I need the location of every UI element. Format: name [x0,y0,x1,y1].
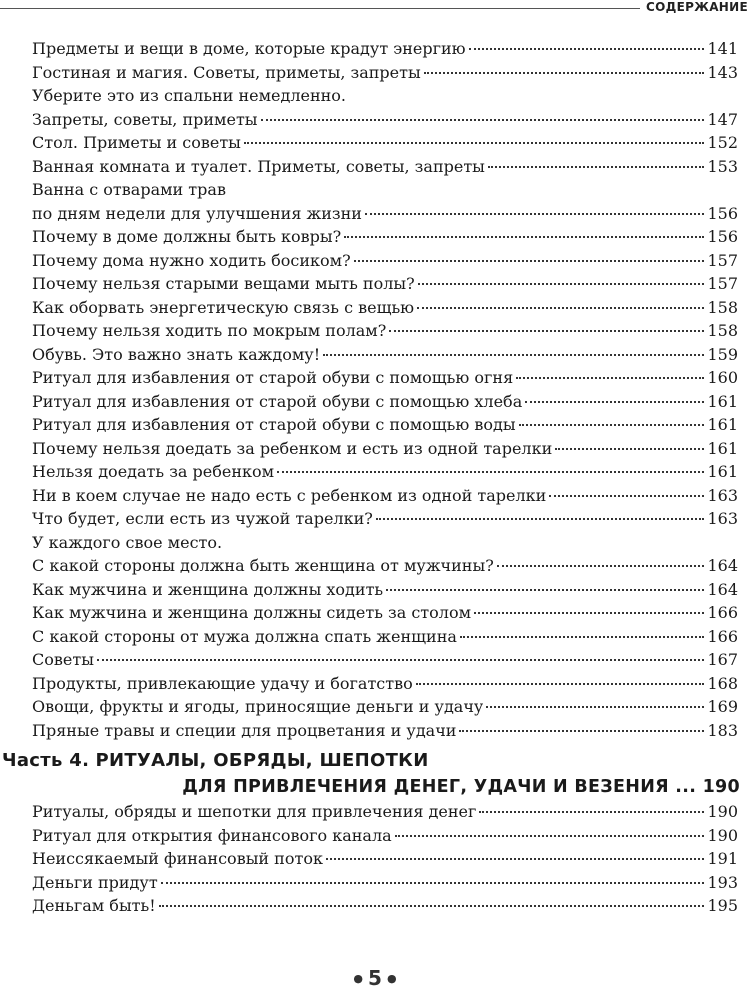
toc-entry-title: Почему нельзя старыми вещами мыть полы? [32,274,415,293]
toc-entry-title: Ритуал для избавления от старой обуви с помощью огня [32,368,514,387]
toc-entry-title: Ни в коем случае не надо есть с ребенком из одной тарелки [32,485,547,505]
dot-leader [519,424,705,426]
toc-entry [32,484,738,508]
dot-leader [417,307,704,309]
toc-entry [32,695,738,719]
bullet-icon: ● [386,972,397,985]
toc-entry-title: Ритуал для избавления от старой обуви с помощью хлеба [32,391,523,411]
toc-entry-page: 160 [707,368,738,387]
toc-entry-title: Пряные травы и специи для процветания и удачи [32,720,457,740]
toc-entry-title: Что будет, если есть из чужой тарелки? [32,509,373,528]
toc-entry [32,437,738,461]
dot-leader [418,283,705,285]
toc-entry-page: 157 [707,250,738,270]
toc-entry [32,249,738,273]
toc-entry [32,894,738,918]
toc-entry [32,554,738,578]
running-header [0,0,750,12]
dot-leader [326,858,704,860]
bullet-icon: ● [353,972,364,985]
dot-leader [386,589,704,591]
toc-entry-page: 169 [707,697,738,716]
dot-leader [497,565,705,567]
toc-entry [32,507,738,531]
toc-entry-page: 156 [707,227,738,246]
toc-entry [32,719,738,743]
toc-entry-title: С какой стороны от мужа должна спать женщина [32,626,457,646]
part-4-page: 190 [702,777,740,797]
part-4-heading [0,748,750,800]
toc-entry [32,601,738,625]
dot-leader [469,48,705,50]
dot-leader [424,72,705,74]
toc-entry-title: Предметы и вещи в доме, которые крадут энергию [32,39,466,58]
toc-entry-title: Нельзя доедать за ребенком [32,462,275,481]
dot-leader [323,354,704,356]
toc-entry-title: Почему дома нужно ходить босиком? [32,250,351,270]
toc-entry-title: Ритуалы, обряды и шепотки для привлечения денег [32,802,477,821]
dot-leader [549,495,704,497]
page-footer [0,966,750,990]
toc-entry-title: С какой стороны должна быть женщина от мужчины? [32,556,494,575]
toc-entry-title: Советы [32,650,94,669]
toc-entry-title: Почему в доме должны быть ковры? [32,227,342,246]
toc-entry-page: 166 [707,603,738,622]
page-number: 5 [368,966,382,990]
toc-entry-page: 158 [707,321,738,340]
toc-entry-page: 159 [707,344,738,364]
part-4-title-second: ДЛЯ ПРИВЛЕЧЕНИЯ ДЕНЕГ, УДАЧИ И ВЕЗЕНИЯ ... [182,777,697,797]
toc-entry [32,61,738,85]
toc-entry [32,847,738,871]
toc-entry-page: 141 [707,39,738,58]
header-rule [0,8,640,9]
dot-leader [516,377,704,379]
toc-entry [32,202,738,226]
toc-entry [32,390,738,414]
toc-entry-title: Ритуал для открытия финансового канала [32,825,392,845]
toc-entry-title: Овощи, фрукты и ягоды, приносящие деньги и удачу [32,697,484,716]
dot-leader [354,260,705,262]
part-4-label: Часть 4. [2,750,90,771]
header-title: СОДЕРЖАНИЕ [646,0,748,14]
dot-leader [555,448,704,450]
toc-entry-page: 161 [707,462,738,481]
toc-entry [32,37,738,61]
toc-entry-title: Как мужчина и женщина должны ходить [32,579,384,599]
toc-entry-title: по дням недели для улучшения жизни [32,203,362,223]
toc-entry-title: Обувь. Это важно знать каждому! [32,344,321,364]
toc-entry-page: 161 [707,415,738,434]
toc-entry-title: Запреты, советы, приметы [32,109,258,129]
toc-entry [32,413,738,437]
toc-entry-title: Стол. Приметы и советы [32,133,241,152]
table-of-contents [0,37,750,918]
toc-entry [32,131,738,155]
toc-entry [32,672,738,696]
toc-entry-page: 191 [707,849,738,868]
toc-entry [32,625,738,649]
part-4-title-line2 [97,774,740,800]
toc-entry [32,296,738,320]
dot-leader [277,471,704,473]
dot-leader [244,142,705,144]
part-4-title-first: РИТУАЛЫ, ОБРЯДЫ, ШЕПОТКИ [95,750,429,771]
toc-entry-page: 164 [707,579,738,599]
dot-leader [389,330,704,332]
toc-entry [32,648,738,672]
toc-entry-title: Ритуал для избавления от старой обуви с помощью воды [32,415,516,434]
dot-leader [376,518,705,520]
toc-entry-title: Уберите это из спальни немедленно. [32,86,347,105]
dot-leader [486,706,704,708]
dot-leader [261,119,705,121]
toc-entry [32,366,738,390]
toc-entry-page: 163 [707,509,738,528]
toc-entry-title: Почему нельзя доедать за ребенком и есть из одной тарелки [32,438,553,458]
dot-leader [344,236,704,238]
toc-entry-page: 158 [707,297,738,317]
toc-entry-title: Деньгам быть! [32,896,156,915]
dot-leader [161,882,705,884]
toc-entry-page: 190 [707,825,738,845]
toc-entry-page: 156 [707,203,738,223]
dot-leader [525,401,704,403]
toc-entry-page: 161 [707,438,738,458]
toc-entry [32,578,738,602]
toc-entry [32,460,738,484]
toc-entry-page: 163 [707,485,738,505]
toc-entry [32,225,738,249]
toc-entry [32,824,738,848]
toc-entry-title: У каждого свое место. [32,532,223,552]
toc-entry-page: 167 [707,650,738,669]
toc-entry-page: 152 [707,133,738,152]
toc-entry-title: Почему нельзя ходить по мокрым полам? [32,321,387,340]
dot-leader [460,636,705,638]
toc-entry [32,343,738,367]
part-4-title-line1 [2,748,750,774]
dot-leader [479,811,704,813]
toc-entry [32,531,738,555]
toc-entry-page: 183 [707,720,738,740]
toc-entry-page: 161 [707,391,738,411]
toc-entry [32,272,738,296]
toc-entries [0,37,750,742]
toc-entry-title: Неиссякаемый финансовый поток [32,849,323,868]
toc-entry-title: Продукты, привлекающие удачу и богатство [32,673,413,693]
part-4-entries [0,800,750,918]
toc-entry-page: 157 [707,274,738,293]
toc-entry-title: Как мужчина и женщина должны сидеть за столом [32,603,472,622]
toc-entry-page: 193 [707,872,738,892]
toc-entry [32,155,738,179]
toc-entry [32,319,738,343]
dot-leader [395,835,705,837]
toc-entry-page: 195 [707,896,738,915]
dot-leader [365,213,705,215]
dot-leader [488,166,705,168]
dot-leader [474,612,704,614]
toc-entry-title: Как оборвать энергетическую связь с вещью [32,297,415,317]
toc-entry-page: 147 [707,109,738,129]
toc-entry-title: Ванна с отварами трав [32,180,226,199]
toc-entry-title: Ванная комната и туалет. Приметы, советы, запреты [32,156,485,176]
toc-entry [32,178,738,202]
dot-leader [159,905,705,907]
toc-entry-page: 190 [707,802,738,821]
toc-entry [32,871,738,895]
toc-entry-page: 168 [707,673,738,693]
dot-leader [97,659,705,661]
toc-entry-title: Деньги придут [32,872,158,892]
toc-entry [32,84,738,108]
dot-leader [416,683,705,685]
toc-entry-page: 164 [707,556,738,575]
dot-leader [459,730,704,732]
toc-entry [32,108,738,132]
toc-entry-title: Гостиная и магия. Советы, приметы, запреты [32,62,421,82]
toc-entry-page: 166 [707,626,738,646]
toc-entry-page: 153 [707,156,738,176]
toc-entry [32,800,738,824]
toc-entry-page: 143 [707,62,738,82]
